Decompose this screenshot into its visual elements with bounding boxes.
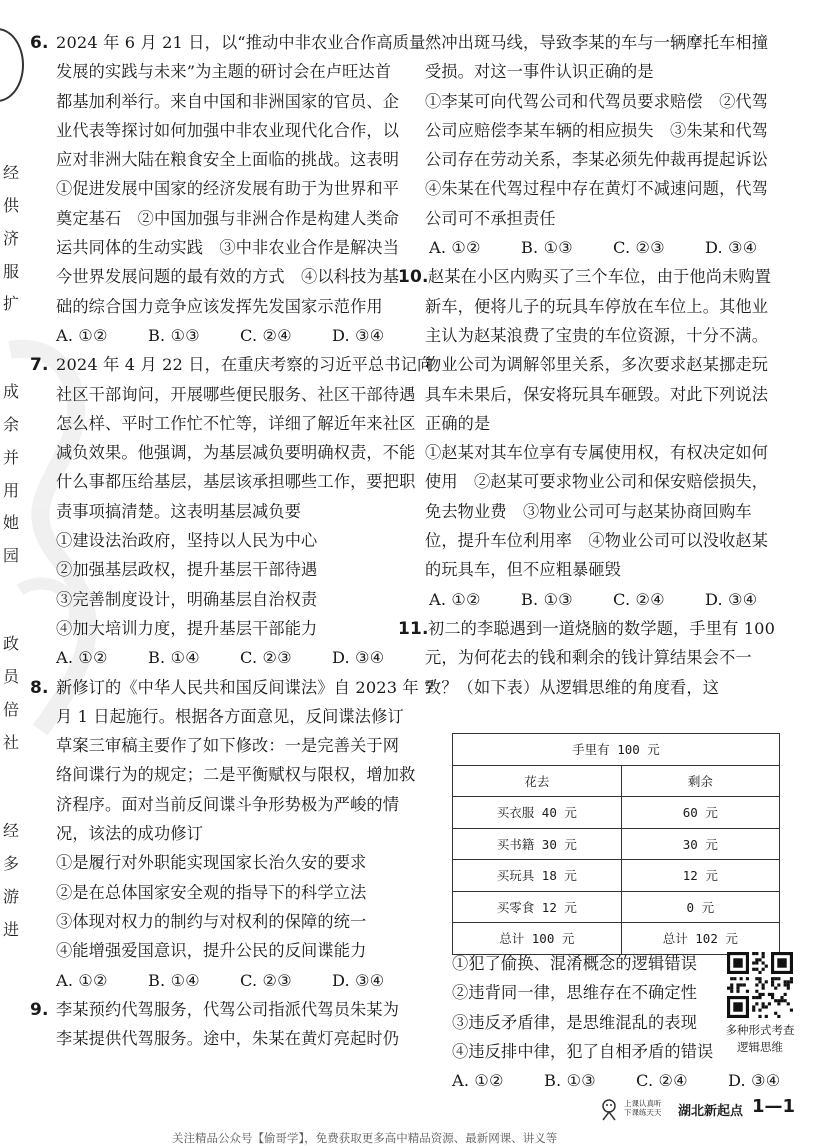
q11-options [452,1066,781,1095]
q11-line: 元，为何花去的钱和剩余的钱计算结果会不一 [425,648,752,668]
table-header: 手里有 100 元 [453,734,780,766]
q11-option[interactable]: D. ③④ [728,1071,781,1091]
q11-line: 致？（如下表）从逻辑思维的角度看，这 [425,677,720,697]
strip-char: 供 [3,196,20,215]
q7-option[interactable]: B. ①④ [148,648,200,668]
right-column [398,28,795,702]
table-row [453,828,780,860]
footer-slogan: 上课认真听 下课练天天 [624,1099,662,1117]
strip-char: 服 [3,262,20,281]
q8-option[interactable]: A. ①② [56,970,108,990]
strip-char: 成 [3,382,20,401]
mascot-icon [598,1098,620,1122]
q9-options [425,233,795,262]
strip-char: 用 [3,481,20,500]
table-cell: 总计 102 元 [621,923,779,955]
q9-option[interactable]: B. ①③ [521,238,573,258]
q6-line: ①促进发展中国家的经济发展有助于为世界和平 [56,179,400,199]
q10-option[interactable]: B. ①③ [521,589,573,609]
strip-char: 多 [3,854,20,873]
q8-choice: ④能增强爱国意识，提升公民的反间谍能力 [56,941,367,961]
q8-first-line [30,673,435,702]
q9-line: ①李某可向代驾公司和代驾员要求赔偿 ②代驾 [425,91,769,111]
q10-line: 具车未果后，保安将玩具车砸毁。对此下列说法 [425,384,769,404]
q11-option[interactable]: B. ①③ [544,1071,596,1091]
q10-line: 使用 ②赵某可要求物业公司和保安赔偿损失， [425,472,769,492]
qr-code-icon[interactable] [727,952,793,1018]
strip-char: 社 [3,733,20,752]
page-number: 1—1 [752,1096,796,1117]
q10-first-line [398,262,795,291]
q8-stem-text: 新修订的《中华人民共和国反间谍法》自 2023 年 7 [56,677,435,697]
q8-option[interactable]: B. ①④ [148,970,200,990]
q6-line: 奠定基石 ②中国加强与非洲合作是构建人类命 [56,208,400,228]
question-10 [398,262,795,614]
table-cell: 60 元 [621,797,779,829]
q7-stem-text: 2024 年 4 月 22 日，在重庆考察的习近平总书记向 [56,355,434,375]
strip-char: 园 [3,546,20,565]
q6-line: 应对非洲大陆在粮食安全上面临的挑战。这表明 [56,150,400,170]
q8-option[interactable]: D. ③④ [332,970,385,990]
q10-line: 免去物业费 ③物业公司可与赵某协商回购车 [425,501,752,521]
q8-choice: ③体现对权力的制约与对权利的保障的统一 [56,911,367,931]
table-cell: 买玩具 18 元 [453,860,622,892]
q10-line: 主认为赵某浪费了宝贵的车位资源，十分不满。 [425,325,769,345]
q9-option[interactable]: A. ①② [429,238,481,258]
q9-number: 9. [30,999,49,1020]
q6-option[interactable]: D. ③④ [332,325,385,345]
question-9-start [30,995,412,1054]
q7-first-line [30,350,434,379]
q9-first-line [30,995,412,1024]
q8-choice: ①是履行对外职能实现国家长治久安的要求 [56,853,367,873]
q8-options [30,966,412,995]
q7-option[interactable]: D. ③④ [332,648,385,668]
q8-line: 济程序。面对当前反间谍斗争形势极为严峻的情 [56,794,400,814]
strip-char: 倍 [3,700,20,719]
q9-line: 受损。对这一事件认识正确的是 [425,62,654,82]
q7-choice: ①建设法治政府，坚持以人民为中心 [56,531,318,551]
footer-brand: 湖北新起点 [678,1104,744,1119]
q11-number: 11. [398,618,429,639]
q7-line: 社区干部询问，开展哪些便民服务、社区干部待遇 [56,384,416,404]
table-cell: 买零食 12 元 [453,891,622,923]
q7-line: 减负效果。他强调，为基层减负要明确权责，不能 [56,443,416,463]
q9-line: 公司应赔偿李某车辆的相应损失 ③朱某和代驾 [425,120,769,140]
strip-char: 她 [3,513,20,532]
q7-line: 怎么样、平时工作忙不忙等，详细了解近年来社区 [56,413,416,433]
q8-number: 8. [30,677,49,698]
q7-choice: ④加大培训力度，提升基层干部能力 [56,618,318,638]
q9-line: ④朱某在代驾过程中存在黄灯不减速问题，代驾 [425,179,769,199]
q10-line: 物业公司为调解邻里关系，多次要求赵某挪走玩 [425,355,769,375]
q7-choice: ②加强基层政权，提升基层干部待遇 [56,560,318,580]
table-col-left: 剩余 [621,765,779,797]
q6-number: 6. [30,33,49,53]
q9-line: 李某提供代驾服务。途中，朱某在黄灯亮起时仍 [56,1029,400,1049]
q10-option[interactable]: D. ③④ [705,589,758,609]
strip-char: 经 [3,163,20,182]
q11-first-line [398,614,795,643]
strip-char: 并 [3,448,20,467]
q6-option[interactable]: C. ②④ [240,325,292,345]
q8-line: 草案三审稿主要作了如下修改：一是完善关于网 [56,736,400,756]
q10-line: 正确的是 [425,413,491,433]
q9-option[interactable]: D. ③④ [705,238,758,258]
strip-char: 济 [3,229,20,248]
strip-char: 政 [3,634,20,653]
footer-notice: 关注精品公众号【偷哥学】，免费获取更多高中精品资源、最新网课、讲义等 [172,1131,558,1145]
money-table [452,733,780,955]
table-cell: 总计 100 元 [453,923,622,955]
q10-option[interactable]: A. ①② [429,589,481,609]
q8-line: 月 1 日起施行。根据各方面意见，反间谍法修订 [56,706,404,726]
q9-line: 公司可不承担责任 [425,208,556,228]
q8-option[interactable]: C. ②③ [240,970,292,990]
q6-option[interactable]: A. ①② [56,325,108,345]
q9-line: 然冲出斑马线，导致李某的车与一辆摩托车相撞 [425,33,769,52]
q9-option[interactable]: C. ②③ [613,238,665,258]
q6-line: 础的综合国力竞争应该发挥先发国家示范作用 [56,296,383,316]
strip-char: 游 [3,887,20,906]
question-9-continued [425,28,795,262]
q10-line: 新车，便将儿子的玩具车停放在车位上。其他业 [425,296,769,316]
q7-option[interactable]: C. ②③ [240,648,292,668]
q6-line: 业代表等探讨如何加强中非农业现代化合作，以 [56,120,400,140]
strip-char: 余 [3,415,20,434]
q6-line: 今世界发展问题的最有效的方式 ④以科技为基 [56,267,400,287]
table-cell: 12 元 [621,860,779,892]
table-row [453,891,780,923]
table-col-spent: 花去 [453,765,622,797]
q10-line: ①赵某对其车位享有专属使用权，有权决定如何 [425,443,769,463]
q8-choice: ②是在总体国家安全观的指导下的科学立法 [56,882,367,902]
table-row [453,860,780,892]
table-row [453,797,780,829]
q7-option[interactable]: A. ①② [56,648,108,668]
q10-option[interactable]: C. ②④ [613,589,665,609]
q11-choice: ②违背同一律，思维存在不确定性 [452,983,698,1003]
q7-line: 责事项搞清楚。这表明基层减负要 [56,501,302,521]
q8-line: 络间谍行为的规定；二是平衡赋权与限权，增加救 [56,765,416,785]
q6-first-line [30,28,426,57]
q11-stem-text: 初二的李聪遇到一道烧脑的数学题，手里有 100 [428,618,776,638]
q6-stem-text: 2024 年 6 月 21 日，以“推动中非农业合作高质量 [56,33,426,52]
circle-arc-decoration [0,28,24,102]
q10-options [425,585,795,614]
q7-line: 什么事都压给基层，基层该承担哪些工作，要把职 [56,472,416,492]
qr-caption: 多种形式考查 逻辑思维 [725,1023,795,1054]
q7-number: 7. [30,355,49,376]
q11-option[interactable]: C. ②④ [636,1071,688,1091]
q7-options [30,643,412,672]
q11-choice: ③违反矛盾律，是思维混乱的表现 [452,1012,698,1032]
q8-line: 况，该法的成功修订 [56,824,204,844]
q10-line: 的玩具车，但不应粗暴砸毁 [425,560,622,580]
q6-line: 发展的实践与未来”为主题的研讨会在卢旺达首 [56,62,392,82]
previous-page-edge [0,0,24,1146]
q6-option[interactable]: B. ①③ [148,325,200,345]
q9-line: 公司存在劳动关系，李某必须先仲裁再提起诉讼 [425,150,769,170]
q10-number: 10. [398,267,429,288]
q11-choice: ①犯了偷换、混淆概念的逻辑错误 [452,954,698,973]
strip-char: 进 [3,920,20,939]
q6-line: 都基加利举行。来自中国和非洲国家的官员、企 [56,91,400,111]
q10-line: 位，提升车位利用率 ④物业公司可以没收赵某 [425,531,769,551]
strip-char: 员 [3,667,20,686]
q6-line: 运共同体的生动实践 ③中非农业合作是解决当 [56,238,400,258]
q10-stem-text: 赵某在小区内购买了三个车位，由于他尚未购置 [428,267,772,287]
question-11 [398,614,795,702]
strip-char: 扩 [3,294,20,313]
q6-options [30,321,412,350]
q11-choice: ④违反排中律，犯了自相矛盾的错误 [452,1041,714,1061]
q11-option[interactable]: A. ①② [452,1071,504,1091]
q7-choice: ③完善制度设计，明确基层自治权责 [56,589,318,609]
table-cell: 0 元 [621,891,779,923]
q9-stem-text: 李某预约代驾服务，代驾公司指派代驾员朱某为 [56,999,400,1019]
table-cell: 买衣服 40 元 [453,797,622,829]
strip-char: 经 [3,821,20,840]
table-cell: 30 元 [621,828,779,860]
table-cell: 买书籍 30 元 [453,828,622,860]
question-8 [30,673,435,995]
